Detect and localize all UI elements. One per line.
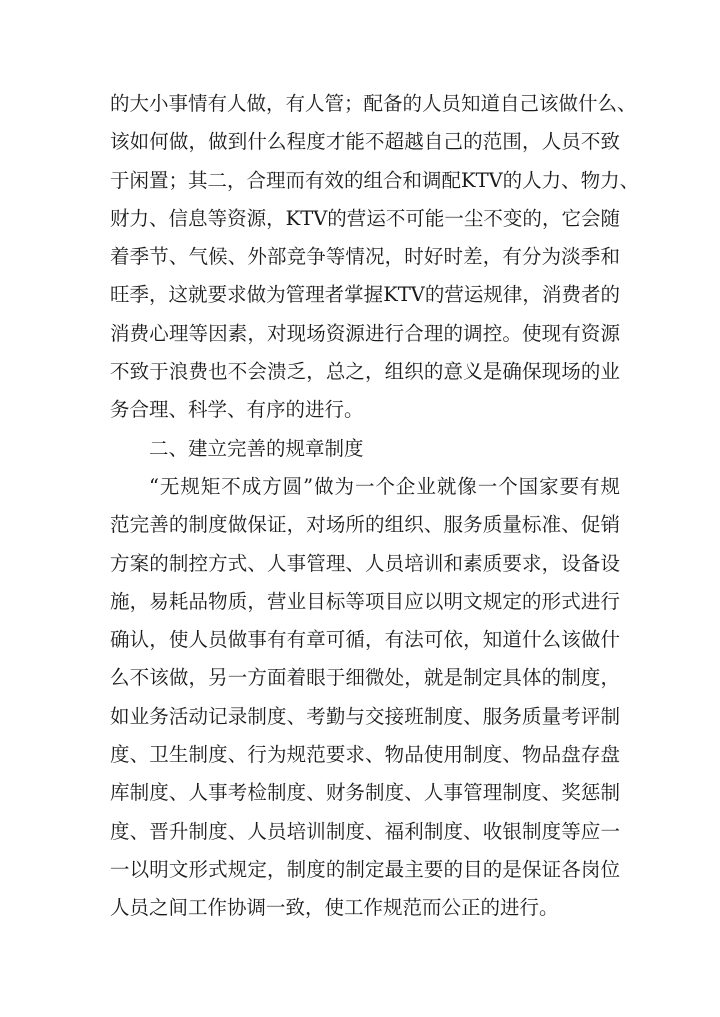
paragraph-2-line: 一以明文形式规定，制度的制定最主要的目的是保证各岗位 bbox=[110, 857, 620, 881]
paragraph-1-line: 务合理、科学、有序的进行。 bbox=[110, 398, 364, 422]
paragraph-2-line: 如业务活动记录制度、考勤与交接班制度、服务质量考评制 bbox=[110, 704, 620, 728]
paragraph-2-line: 度、卫生制度、行为规范要求、物品使用制度、物品盘存盘 bbox=[110, 743, 620, 767]
paragraph-2-line: 人员之间工作协调一致，使工作规范而公正的进行。 bbox=[110, 896, 559, 920]
paragraph-1-line: 该如何做，做到什么程度才能不超越自己的范围，人员不致 bbox=[110, 130, 620, 154]
paragraph-1-line: 着季节、气候、外部竞争等情况，时好时差，有分为淡季和 bbox=[110, 245, 620, 269]
paragraph-2-line: 范完善的制度做保证，对场所的组织、服务质量标准、促销 bbox=[110, 513, 620, 537]
paragraph-1-line: 不致于浪费也不会溃乏，总之，组织的意义是确保现场的业 bbox=[110, 360, 620, 384]
section-heading: 二、建立完善的规章制度 bbox=[149, 436, 364, 460]
paragraph-2-line: 施，易耗品物质，营业目标等项目应以明文规定的形式进行 bbox=[110, 589, 620, 613]
paragraph-2-line: 库制度、人事考检制度、财务制度、人事管理制度、奖惩制 bbox=[110, 781, 620, 805]
paragraph-1-line: 于闲置；其二，合理而有效的组合和调配KTV的人力、物力、 bbox=[110, 168, 640, 192]
paragraph-1-line: 财力、信息等资源，KTV的营运不可能一尘不变的，它会随 bbox=[110, 206, 620, 230]
paragraph-2-line: 度、晋升制度、人员培训制度、福利制度、收银制度等应一 bbox=[110, 819, 620, 843]
paragraph-2-line: 方案的制控方式、人事管理、人员培训和素质要求，设备设 bbox=[110, 551, 620, 575]
paragraph-1-line: 的大小事情有人做，有人管；配备的人员知道自己该做什么、 bbox=[110, 92, 637, 115]
paragraph-1-line: 消费心理等因素，对现场资源进行合理的调控。使现有资源 bbox=[110, 321, 620, 345]
paragraph-1-line: 旺季，这就要求做为管理者掌握KTV的营运规律，消费者的 bbox=[110, 283, 620, 307]
paragraph-2-line: 么不该做，另一方面着眼于细微处，就是制定具体的制度， bbox=[110, 666, 620, 690]
paragraph-2-line: “无规矩不成方圆”做为一个企业就像一个国家要有规 bbox=[149, 474, 620, 498]
document-body bbox=[110, 85, 640, 928]
paragraph-2-line: 确认，使人员做事有有章可循，有法可依，知道什么该做什 bbox=[110, 628, 620, 652]
